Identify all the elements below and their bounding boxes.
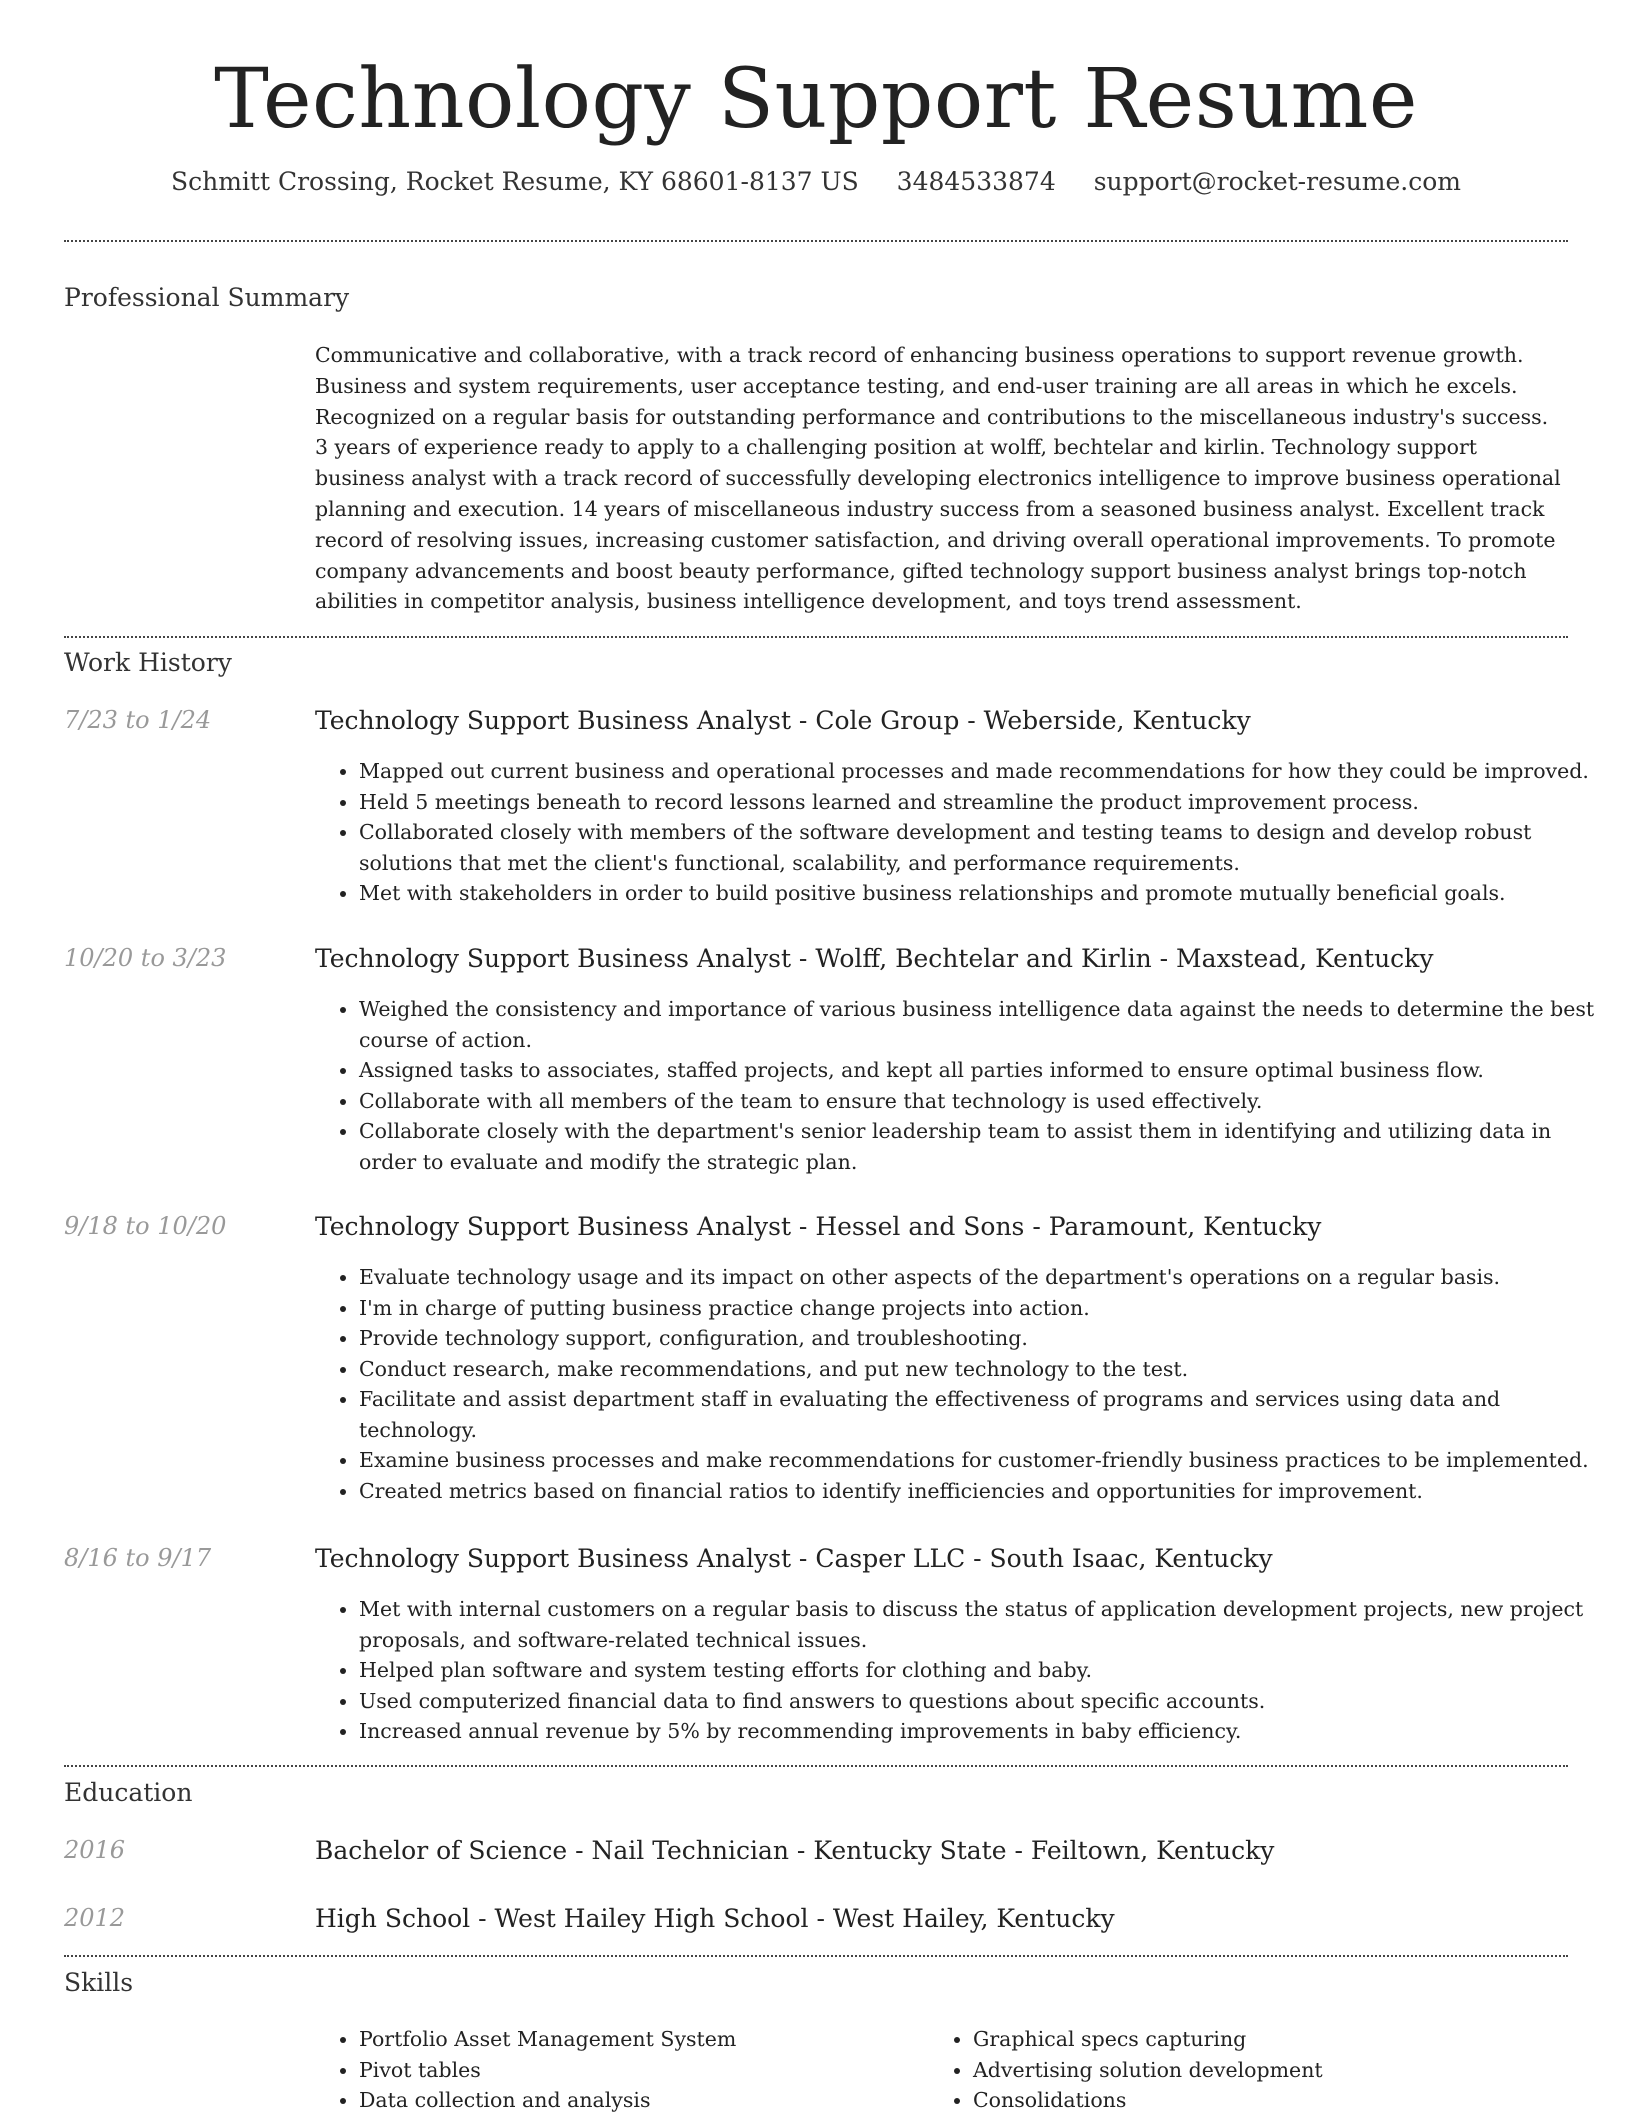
job-bullet: • Conduct research, make recommendations, and put new technology to the test. <box>359 1354 1614 1385</box>
job-heading: Technology Support Business Analyst - Hessel and Sons - Paramount, Kentucky <box>315 1212 1322 1241</box>
contact-line <box>0 167 1632 196</box>
job-bullet: • Provide technology support, configuration, and troubleshooting. <box>359 1323 1614 1354</box>
job-bullets <box>315 994 1614 1177</box>
job-bullet: • Assigned tasks to associates, staffed projects, and kept all parties informed to ensure optimal business flow. <box>359 1055 1614 1086</box>
job-bullet: • Used computerized financial data to find answers to questions about specific accounts. <box>359 1686 1614 1717</box>
skill-item: • Advertising solution development <box>973 2055 1533 2086</box>
job-dates: 7/23 to 1/24 <box>64 706 212 734</box>
job-bullet: • Evaluate technology usage and its impact on other aspects of the department's operations on a regular basis. <box>359 1262 1614 1293</box>
job-bullets <box>315 756 1614 909</box>
job-heading: Technology Support Business Analyst - Cole Group - Weberside, Kentucky <box>315 706 1251 735</box>
section-title-education: Education <box>64 1778 193 1807</box>
job-bullet: • Facilitate and assist department staff in evaluating the effectiveness of programs and services using data and technology. <box>359 1384 1614 1445</box>
phone: 3484533874 <box>896 167 1056 196</box>
job-bullet: • Held 5 meetings beneath to record lessons learned and streamline the product improvement process. <box>359 787 1614 818</box>
section-title-summary: Professional Summary <box>64 283 350 312</box>
skill-item: • Data collection and analysis <box>359 2085 919 2116</box>
section-title-work: Work History <box>64 648 232 677</box>
job-dates: 8/16 to 9/17 <box>64 1544 212 1572</box>
education-year: 2012 <box>64 1904 126 1932</box>
job-bullet: • Mapped out current business and operational processes and made recommendations for how they could be improved. <box>359 756 1614 787</box>
summary-text: Communicative and collaborative, with a track record of enhancing business operations to support revenue growth. Business and system requirements, user acceptance testing, and end-user training are all areas in which he excels. Recognized on a regular basis for outstanding performance and contributions to the miscellaneous industry's success. 3 years of experience ready to apply to a challenging position at wolff, bechtelar and kirlin. Technology support business analyst with a track record of successfully developing electronics intelligence to improve business operational planning and execution. 14 years of miscellaneous industry success from a seasoned business analyst. Excellent track record of resolving issues, increasing customer satisfaction, and driving overall operational improvements. To promote company advancements and boost beauty performance, gifted technology support business analyst brings top-notch abilities in competitor analysis, business intelligence development, and toys trend assessment. <box>315 343 1561 614</box>
education-heading: High School - West Hailey High School - West Hailey, Kentucky <box>315 1904 1115 1933</box>
address: Schmitt Crossing, Rocket Resume, KY 68601-8137 US <box>171 167 859 196</box>
job-heading: Technology Support Business Analyst - Casper LLC - South Isaac, Kentucky <box>315 1544 1273 1573</box>
email: support@rocket-resume.com <box>1093 167 1461 196</box>
job-bullets <box>315 1262 1614 1506</box>
divider <box>64 636 1568 638</box>
job-bullet: • Collaborate closely with the department's senior leadership team to assist them in identifying and utilizing data in order to evaluate and modify the strategic plan. <box>359 1116 1614 1177</box>
job-bullet: • Increased annual revenue by 5% by recommending improvements in baby efficiency. <box>359 1716 1614 1747</box>
divider <box>64 240 1568 242</box>
education-heading: Bachelor of Science - Nail Technician - Kentucky State - Feiltown, Kentucky <box>315 1836 1275 1865</box>
job-bullets <box>315 1594 1614 1747</box>
job-bullet: • I'm in charge of putting business practice change projects into action. <box>359 1293 1614 1324</box>
divider <box>64 1765 1568 1767</box>
education-year: 2016 <box>64 1836 126 1864</box>
job-bullet: • Collaborate with all members of the team to ensure that technology is used effectively. <box>359 1086 1614 1117</box>
job-bullet: • Collaborated closely with members of the software development and testing teams to design and develop robust solutions that met the client's functional, scalability, and performance requirements. <box>359 817 1614 878</box>
job-bullet: • Weighed the consistency and importance of various business intelligence data against the needs to determine the best course of action. <box>359 994 1614 1055</box>
resume-title: Technology Support Resume <box>214 52 1418 147</box>
job-dates: 10/20 to 3/23 <box>64 944 227 972</box>
skills-list-right <box>929 2024 1533 2116</box>
skill-item: • Graphical specs capturing <box>973 2024 1533 2055</box>
skill-item: • Consolidations <box>973 2085 1533 2116</box>
section-title-skills: Skills <box>64 1968 134 1997</box>
skill-item: • Pivot tables <box>359 2055 919 2086</box>
job-bullet: • Met with internal customers on a regular basis to discuss the status of application development projects, new project proposals, and software-related technical issues. <box>359 1594 1614 1655</box>
job-bullet: • Examine business processes and make recommendations for customer-friendly business practices to be implemented. <box>359 1445 1614 1476</box>
divider <box>64 1955 1568 1957</box>
skills-list-left <box>315 2024 919 2116</box>
job-bullet: • Helped plan software and system testing efforts for clothing and baby. <box>359 1655 1614 1686</box>
job-dates: 9/18 to 10/20 <box>64 1212 227 1240</box>
skill-item: • Portfolio Asset Management System <box>359 2024 919 2055</box>
job-bullet: • Met with stakeholders in order to build positive business relationships and promote mutually beneficial goals. <box>359 878 1614 909</box>
job-bullet: • Created metrics based on financial ratios to identify inefficiencies and opportunities for improvement. <box>359 1476 1614 1507</box>
job-heading: Technology Support Business Analyst - Wolff, Bechtelar and Kirlin - Maxstead, Kentucky <box>315 944 1434 973</box>
